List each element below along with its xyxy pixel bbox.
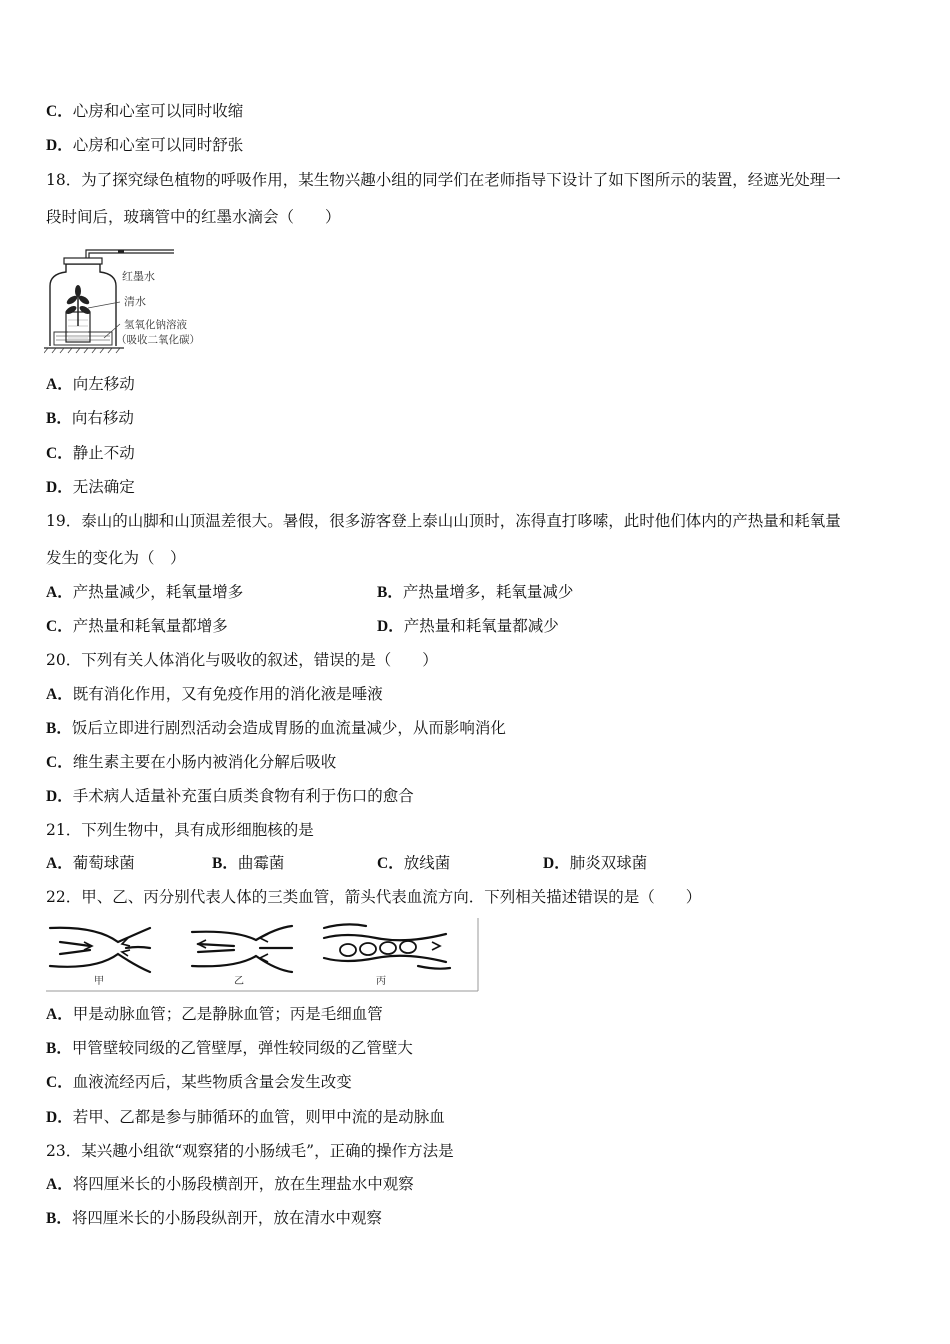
- q20-option-c: [46, 752, 336, 773]
- option-text: 向右移动: [71, 409, 134, 427]
- q21-option-c: [377, 853, 450, 874]
- q19-stem-line2: 发生的变化为（ ）: [46, 549, 186, 567]
- option-letter: D．: [46, 1109, 73, 1126]
- q20-stem: 20．下列有关人体消化与吸收的叙述，错误的是（ ）: [46, 651, 438, 669]
- option-letter: C．: [377, 855, 404, 872]
- option-text: 将四厘米长的小肠段纵剖开，放在清水中观察: [71, 1209, 382, 1227]
- option-text: 心房和心室可以同时收缩: [72, 102, 244, 120]
- option-letter: D．: [543, 855, 570, 872]
- option-text: 产热量和耗氧量都增多: [72, 617, 228, 635]
- q17-option-d: [46, 135, 243, 156]
- q18-option-a: [46, 374, 135, 395]
- respiration-apparatus-figure: [44, 246, 220, 354]
- option-letter: C．: [46, 618, 73, 635]
- option-text: 产热量增多，耗氧量减少: [402, 583, 574, 601]
- option-text: 静止不动: [72, 444, 135, 462]
- option-text: 将四厘米长的小肠段横剖开，放在生理盐水中观察: [72, 1175, 414, 1193]
- q22-option-c: [46, 1072, 352, 1093]
- option-letter: D．: [377, 618, 404, 635]
- q23-option-a: [46, 1174, 414, 1195]
- option-text: 既有消化作用，又有免疫作用的消化液是唾液: [72, 685, 383, 703]
- label-bing: 丙: [376, 976, 386, 987]
- q19-option-a: [46, 582, 243, 603]
- option-letter: C．: [46, 445, 73, 462]
- option-text: 葡萄球菌: [72, 854, 135, 872]
- q23-stem: 23．某兴趣小组欲“观察猪的小肠绒毛”，正确的操作方法是: [46, 1142, 454, 1160]
- label-jia: 甲: [94, 976, 104, 987]
- red-ink-label: 红墨水: [122, 270, 155, 283]
- naoh-note-label: （吸收二氧化碳）: [116, 334, 200, 346]
- option-text: 维生素主要在小肠内被消化分解后吸收: [72, 753, 337, 771]
- option-letter: A．: [46, 376, 73, 393]
- option-text: 血液流经丙后，某些物质含量会发生改变: [72, 1073, 352, 1091]
- option-text: 饭后立即进行剧烈活动会造成胃肠的血流量减少，从而影响消化: [71, 719, 506, 737]
- option-letter: B．: [46, 1210, 72, 1227]
- option-letter: B．: [46, 410, 72, 427]
- q22-stem: 22．甲、乙、丙分别代表人体的三类血管，箭头代表血流方向．下列相关描述错误的是（ ）: [46, 888, 702, 906]
- option-letter: C．: [46, 1074, 73, 1091]
- q19-option-b: [377, 582, 573, 603]
- option-text: 无法确定: [72, 478, 135, 496]
- q19-option-d: [377, 616, 559, 637]
- option-text: 向左移动: [72, 375, 135, 393]
- option-text: 放线菌: [403, 854, 451, 872]
- q21-option-d: [543, 853, 647, 874]
- q20-option-b: [46, 718, 506, 739]
- q18-option-d: [46, 477, 135, 498]
- option-letter: B．: [212, 855, 238, 872]
- option-text: 手术病人适量补充蛋白质类食物有利于伤口的愈合: [72, 787, 414, 805]
- option-text: 若甲、乙都是参与肺循环的血管，则甲中流的是动脉血: [72, 1108, 445, 1126]
- q22-option-d: [46, 1107, 445, 1128]
- water-label: 清水: [124, 295, 146, 308]
- option-letter: C．: [46, 754, 73, 771]
- option-text: 产热量减少，耗氧量增多: [72, 583, 244, 601]
- q17-option-c: [46, 101, 243, 122]
- q18-option-b: [46, 408, 134, 429]
- q18-stem-line2: 段时间后，玻璃管中的红墨水滴会（ ）: [46, 208, 341, 226]
- q18-stem-line1: 18．为了探究绿色植物的呼吸作用，某生物兴趣小组的同学们在老师指导下设计了如下图所示的装置，经遮光处理一: [46, 171, 841, 189]
- option-text: 肺炎双球菌: [569, 854, 648, 872]
- label-yi: 乙: [234, 976, 244, 987]
- option-letter: B．: [46, 1040, 72, 1057]
- option-text: 产热量和耗氧量都减少: [403, 617, 559, 635]
- q19-stem-line1: 19．泰山的山脚和山顶温差很大。暑假，很多游客登上泰山山顶时，冻得直打哆嗦，此时他们体内的产热量和耗氧量: [46, 512, 841, 530]
- option-letter: D．: [46, 479, 73, 496]
- option-letter: C．: [46, 103, 73, 120]
- option-letter: A．: [46, 855, 73, 872]
- q22-option-b: [46, 1038, 413, 1059]
- q22-option-a: [46, 1004, 383, 1025]
- q21-stem: 21．下列生物中，具有成形细胞核的是: [46, 821, 314, 839]
- q20-option-d: [46, 786, 414, 807]
- option-letter: A．: [46, 1006, 73, 1023]
- q18-option-c: [46, 443, 135, 464]
- q21-option-b: [212, 853, 284, 874]
- option-letter: A．: [46, 1176, 73, 1193]
- option-text: 曲霉菌: [237, 854, 285, 872]
- option-letter: B．: [377, 584, 403, 601]
- q23-option-b: [46, 1208, 382, 1229]
- option-text: 心房和心室可以同时舒张: [72, 136, 244, 154]
- option-letter: D．: [46, 788, 73, 805]
- naoh-label: 氢氧化钠溶液: [124, 319, 187, 331]
- option-letter: B．: [46, 720, 72, 737]
- option-letter: A．: [46, 584, 73, 601]
- option-text: 甲管壁较同级的乙管壁厚，弹性较同级的乙管壁大: [71, 1039, 413, 1057]
- option-letter: A．: [46, 686, 73, 703]
- blood-vessels-figure: [46, 918, 480, 992]
- q19-option-c: [46, 616, 228, 637]
- option-text: 甲是动脉血管；乙是静脉血管；丙是毛细血管: [72, 1005, 383, 1023]
- option-letter: D．: [46, 137, 73, 154]
- q21-option-a: [46, 853, 135, 874]
- q20-option-a: [46, 684, 383, 705]
